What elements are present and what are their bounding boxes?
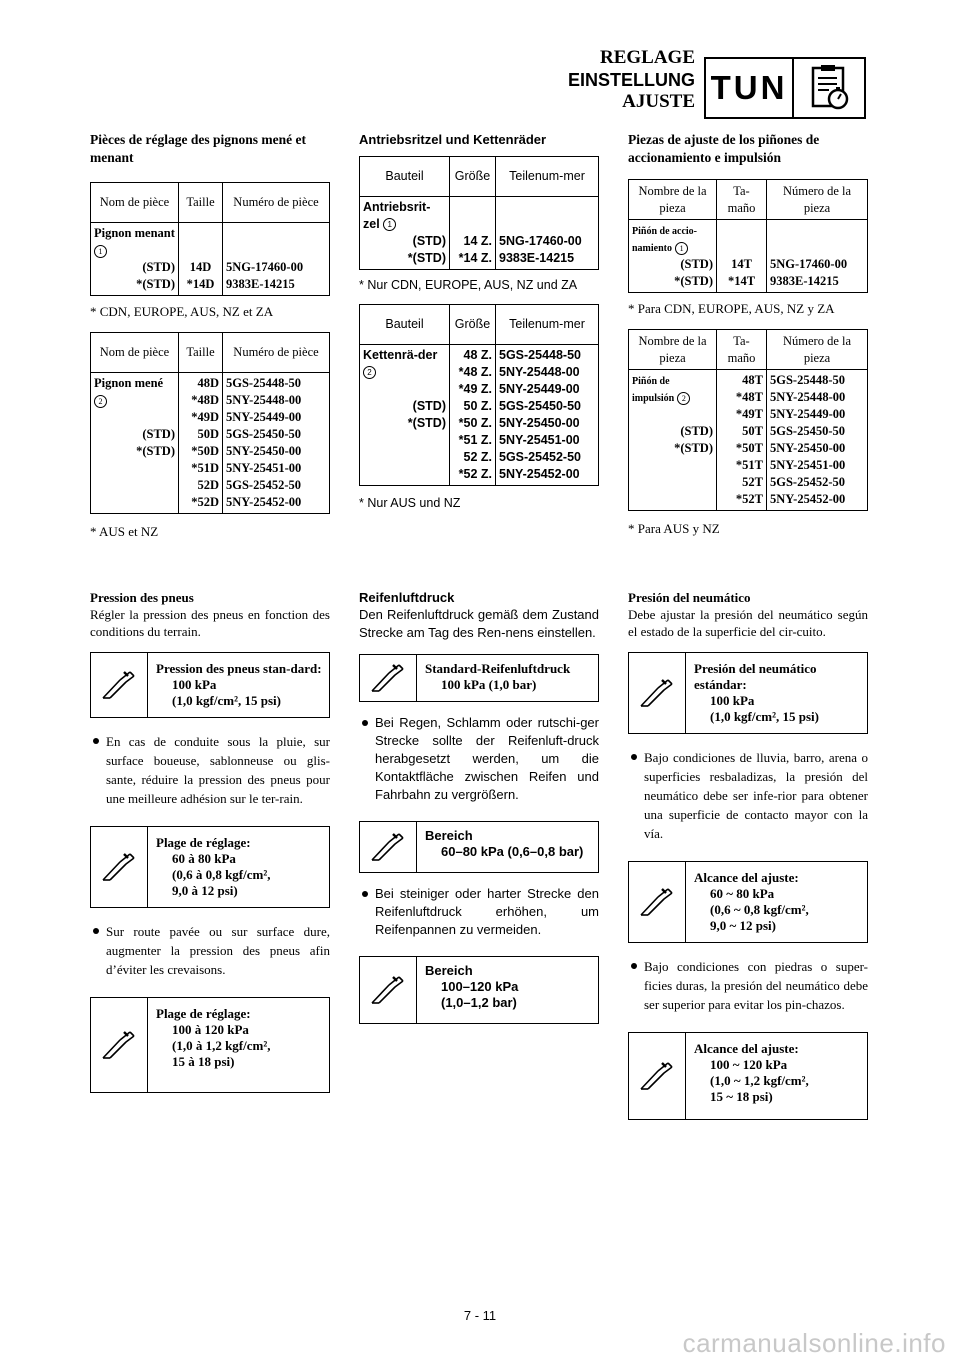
- std-label: *(STD): [407, 251, 446, 265]
- spec-value: (1,0 kgf/cm², 15 psi): [710, 709, 819, 724]
- size-value: *48D: [191, 393, 219, 407]
- std-label: (STD): [412, 234, 446, 248]
- note-es-1: * Para CDN, EUROPE, AUS, NZ y ZA: [628, 301, 835, 316]
- part-number: 5NY-25449-00: [499, 382, 580, 396]
- spec-title: Plage de réglage:: [156, 1006, 251, 1021]
- th-size: Ta-maño: [717, 330, 767, 370]
- size-value: *48 Z.: [458, 365, 492, 379]
- size-value: 48T: [742, 373, 763, 387]
- size-value: 14D: [189, 260, 212, 274]
- spec-box-range-es-2: [628, 1032, 868, 1120]
- size-value: *52T: [735, 492, 763, 506]
- std-label: *(STD): [136, 277, 175, 291]
- part-number: 5NY-25451-00: [226, 461, 302, 475]
- heading-sprocket-fr: Pièces de réglage des pignons mené et menant: [90, 132, 306, 165]
- tire-intro-de: Den Reifenluftdruck gemäß dem Zustand Strecke am Tag des Ren-nens einstellen.: [359, 607, 599, 640]
- bullet-de-1: Bei Regen, Schlamm oder rutschi-ger Strecke sollte der Reifenluft-druck herabgesetzt werden, um die Kontaktfläche zwischen Reifen und Fahrbahn zu vergrößern.: [359, 714, 599, 804]
- part-name: Antriebsrit-zel: [363, 200, 431, 231]
- table-drive-sprocket-es: [628, 179, 868, 293]
- part-name: Piñón de impulsión: [632, 376, 675, 404]
- size-value: *52D: [191, 495, 219, 509]
- page-number: 7 - 11: [463, 1308, 497, 1323]
- heading-sprocket-de: Antriebsritzel und Kettenräder: [359, 132, 547, 147]
- spec-title: Bereich: [425, 828, 473, 843]
- part-number: 5NY-25452-00: [499, 467, 580, 481]
- th-number: Teilenum-mer: [496, 305, 599, 345]
- size-value: 48 Z.: [463, 348, 492, 362]
- spec-value: 60–80 kPa (0,6–0,8 bar): [441, 844, 584, 859]
- std-label: (STD): [142, 260, 175, 274]
- th-part: Nom de pièce: [91, 333, 179, 373]
- part-name: Kettenrä-der: [363, 348, 438, 362]
- spec-box-standard-es: [628, 652, 868, 734]
- size-value: *14D: [186, 277, 215, 291]
- std-label: (STD): [412, 399, 446, 413]
- size-value: 52 Z.: [463, 450, 492, 464]
- size-value: *49 Z.: [458, 382, 492, 396]
- part-number: 5GS-25448-50: [226, 376, 301, 390]
- size-value: *14 Z.: [458, 251, 492, 265]
- spec-title: Pression des pneus stan-dard:: [156, 661, 322, 676]
- spec-value: 100 kPa: [172, 677, 217, 692]
- th-size: Taille: [179, 333, 223, 373]
- part-number: 9383E-14215: [499, 251, 575, 265]
- callout-number: 2: [363, 366, 376, 379]
- part-number: 5GS-25452-50: [499, 450, 582, 464]
- size-value: 50 Z.: [463, 399, 492, 413]
- part-number: 5NY-25450-00: [499, 416, 580, 430]
- spec-value: 100 kPa (1,0 bar): [441, 677, 537, 692]
- part-number: 5GS-25452-50: [770, 475, 845, 489]
- size-value: 14T: [731, 257, 752, 271]
- section-tag: TUN: [704, 57, 794, 119]
- part-number: 5NY-25451-00: [499, 433, 580, 447]
- wrench-caliper-icon: [91, 827, 148, 907]
- size-value: *51D: [191, 461, 219, 475]
- callout-number: 2: [94, 395, 107, 408]
- part-number: 5NY-25448-00: [499, 365, 580, 379]
- wrench-caliper-icon: [91, 998, 148, 1092]
- column-french-tire: [90, 589, 330, 1093]
- bullet-es-1: Bajo condiciones de lluvia, barro, arena o superficies resbaladizas, la presión del neumático debe ser infe-rior para obtener una superficie de contacto mayor con la vía.: [628, 748, 868, 843]
- th-size: Ta-maño: [717, 180, 767, 220]
- part-name: Piñón de accio-namiento: [632, 226, 697, 254]
- size-value: *51T: [735, 458, 763, 472]
- spec-title: Standard-Reifenluftdruck: [425, 661, 571, 676]
- clipboard-stopwatch-icon: [792, 57, 866, 119]
- tire-intro-fr: Régler la pression des pneus en fonction des conditions du terrain.: [90, 607, 330, 639]
- column-german-tire: [359, 589, 599, 1024]
- spec-value: 100 à 120 kPa: [172, 1022, 249, 1037]
- size-value: *50D: [191, 444, 219, 458]
- size-value: *49T: [735, 407, 763, 421]
- part-number: 5NY-25448-00: [226, 393, 302, 407]
- size-value: *48T: [735, 390, 763, 404]
- size-value: *14T: [727, 274, 756, 288]
- header-reglage: REGLAGE: [599, 47, 695, 68]
- part-number: 5NY-25449-00: [226, 410, 302, 424]
- table-drive-sprocket-fr: [90, 182, 330, 296]
- th-number: Teilenum-mer: [496, 157, 599, 197]
- part-number: 9383E-14215: [770, 274, 839, 288]
- part-number: 5GS-25452-50: [226, 478, 301, 492]
- th-size: Größe: [450, 305, 496, 345]
- callout-number: 2: [677, 392, 690, 405]
- th-number: Numéro de pièce: [223, 333, 330, 373]
- part-number: 5NY-25448-00: [770, 390, 846, 404]
- column-spanish-tire: [628, 589, 868, 1120]
- spec-value: 15 à 18 psi): [172, 1054, 235, 1069]
- size-value: 48D: [197, 376, 219, 390]
- spec-value: 100–120 kPa: [441, 979, 519, 994]
- note-fr-1: * CDN, EUROPE, AUS, NZ et ZA: [90, 304, 274, 319]
- spec-value: 9,0 ~ 12 psi): [710, 918, 776, 933]
- spec-box-standard-de: [359, 654, 599, 702]
- spec-box-standard-fr: [90, 652, 330, 718]
- tire-intro-es: Debe ajustar la presión del neumático según el estado de la superficie del cir-cuito.: [628, 607, 868, 639]
- table-drive-sprocket-de: [359, 156, 599, 270]
- spec-title: Alcance del ajuste:: [694, 870, 799, 885]
- spec-value: 60 à 80 kPa: [172, 851, 236, 866]
- spec-box-range-fr-1: [90, 826, 330, 908]
- spec-title: Plage de réglage:: [156, 835, 251, 850]
- part-name: Pignon menant: [94, 226, 175, 240]
- bullet-de-2: Bei steiniger oder harter Strecke den Reifenluftdruck erhöhen, um Reifenpannen zu vermeiden.: [359, 885, 599, 939]
- part-number: 5GS-25448-50: [499, 348, 582, 362]
- part-number: 5NY-25451-00: [770, 458, 846, 472]
- heading-tire-de: Reifenluftdruck: [359, 590, 455, 605]
- size-value: 14 Z.: [463, 234, 492, 248]
- th-number: Numéro de pièce: [223, 183, 330, 223]
- th-number: Número de la pieza: [767, 180, 868, 220]
- std-label: *(STD): [674, 274, 713, 288]
- spec-value: 100 kPa: [710, 693, 755, 708]
- wrench-caliper-icon: [629, 653, 686, 733]
- wrench-caliper-icon: [360, 822, 417, 872]
- size-value: *51 Z.: [458, 433, 492, 447]
- part-number: 5NG-17460-00: [770, 257, 848, 271]
- size-value: 50T: [742, 424, 763, 438]
- bullet-fr-2: Sur route pavée ou sur surface dure, augmenter la pression des pneus afin d’éviter les crevaisons.: [90, 922, 330, 979]
- part-number: 5NY-25450-00: [770, 441, 846, 455]
- note-fr-2: * AUS et NZ: [90, 524, 159, 539]
- std-label: *(STD): [407, 416, 446, 430]
- table-driven-sprocket-es: [628, 329, 868, 511]
- heading-tire-fr: Pression des pneus: [90, 590, 194, 605]
- note-es-2: * Para AUS y NZ: [628, 521, 720, 536]
- part-number: 5GS-25450-50: [499, 399, 582, 413]
- size-value: *52 Z.: [458, 467, 492, 481]
- std-label: (STD): [680, 257, 713, 271]
- spec-box-range-de-1: [359, 821, 599, 873]
- callout-number: 1: [675, 242, 688, 255]
- spec-value: (0,6 à 0,8 kgf/cm²,: [172, 867, 271, 882]
- spec-value: (1,0 kgf/cm², 15 psi): [172, 693, 281, 708]
- wrench-caliper-icon: [629, 1033, 686, 1119]
- heading-sprocket-es: Piezas de ajuste de los piñones de accionamiento e impulsión: [628, 132, 820, 165]
- th-part: Bauteil: [360, 157, 450, 197]
- spec-box-range-es-1: [628, 861, 868, 943]
- std-label: *(STD): [136, 444, 175, 458]
- spec-value: (1,0–1,2 bar): [441, 995, 517, 1010]
- note-de-1: * Nur CDN, EUROPE, AUS, NZ und ZA: [359, 278, 578, 292]
- spec-box-range-de-2: [359, 956, 599, 1024]
- wrench-caliper-icon: [360, 655, 417, 701]
- column-german: [359, 131, 599, 512]
- spec-title: Presión del neumático estándar:: [694, 661, 817, 692]
- std-label: (STD): [142, 427, 175, 441]
- spec-value: (1,0 ~ 1,2 kgf/cm²,: [710, 1073, 809, 1088]
- th-number: Número de la pieza: [767, 330, 868, 370]
- bullet-es-2: Bajo condiciones con piedras o super-ficies duras, la presión del neumático debe ser superior para evitar los pin-chazos.: [628, 957, 868, 1014]
- size-value: 50D: [197, 427, 219, 441]
- th-part: Nombre de la pieza: [629, 180, 717, 220]
- spec-value: 100 ~ 120 kPa: [710, 1057, 788, 1072]
- part-name: Pignon mené: [94, 376, 164, 390]
- table-driven-sprocket-fr: [90, 332, 330, 514]
- wrench-caliper-icon: [629, 862, 686, 942]
- th-part: Nombre de la pieza: [629, 330, 717, 370]
- part-number: 5NY-25450-00: [226, 444, 302, 458]
- note-de-2: * Nur AUS und NZ: [359, 496, 461, 510]
- std-label: *(STD): [674, 441, 713, 455]
- column-french: [90, 131, 330, 540]
- size-value: *49D: [191, 410, 219, 424]
- header-einstellung: EINSTELLUNG: [567, 70, 695, 90]
- spec-value: 9,0 à 12 psi): [172, 883, 238, 898]
- part-number: 5NY-25452-00: [226, 495, 302, 509]
- th-part: Bauteil: [360, 305, 450, 345]
- callout-number: 1: [383, 218, 396, 231]
- size-value: 52D: [197, 478, 219, 492]
- std-label: (STD): [680, 424, 713, 438]
- part-number: 5NG-17460-00: [226, 260, 304, 274]
- header-ajuste: AJUSTE: [622, 91, 695, 112]
- part-number: 5GS-25450-50: [770, 424, 845, 438]
- bullet-fr-1: En cas de conduite sous la pluie, sur surface boueuse, sablonneuse ou glis-sante, réduire la pression des pneus pour une meilleure adhésion sur le ter-rain.: [90, 732, 330, 808]
- part-number: 5NY-25452-00: [770, 492, 846, 506]
- heading-tire-es: Presión del neumático: [628, 590, 751, 605]
- size-value: *50T: [735, 441, 763, 455]
- wrench-caliper-icon: [360, 957, 417, 1023]
- watermark: carmanualsonline.info: [682, 1328, 946, 1358]
- part-number: 9383E-14215: [226, 277, 295, 291]
- size-value: *50 Z.: [458, 416, 492, 430]
- part-number: 5GS-25450-50: [226, 427, 301, 441]
- spec-box-range-fr-2: [90, 997, 330, 1093]
- spec-value: 15 ~ 18 psi): [710, 1089, 773, 1104]
- th-size: Größe: [450, 157, 496, 197]
- spec-value: 60 ~ 80 kPa: [710, 886, 775, 901]
- wrench-caliper-icon: [91, 653, 148, 717]
- column-spanish: [628, 131, 868, 537]
- th-part: Nom de pièce: [91, 183, 179, 223]
- table-driven-sprocket-de: [359, 304, 599, 486]
- part-number: 5NY-25449-00: [770, 407, 846, 421]
- spec-value: (0,6 ~ 0,8 kgf/cm²,: [710, 902, 809, 917]
- part-number: 5GS-25448-50: [770, 373, 845, 387]
- spec-value: (1,0 à 1,2 kgf/cm²,: [172, 1038, 271, 1053]
- part-number: 5NG-17460-00: [499, 234, 582, 248]
- th-size: Taille: [179, 183, 223, 223]
- callout-number: 1: [94, 245, 107, 258]
- spec-title: Bereich: [425, 963, 473, 978]
- size-value: 52T: [742, 475, 763, 489]
- spec-title: Alcance del ajuste:: [694, 1041, 799, 1056]
